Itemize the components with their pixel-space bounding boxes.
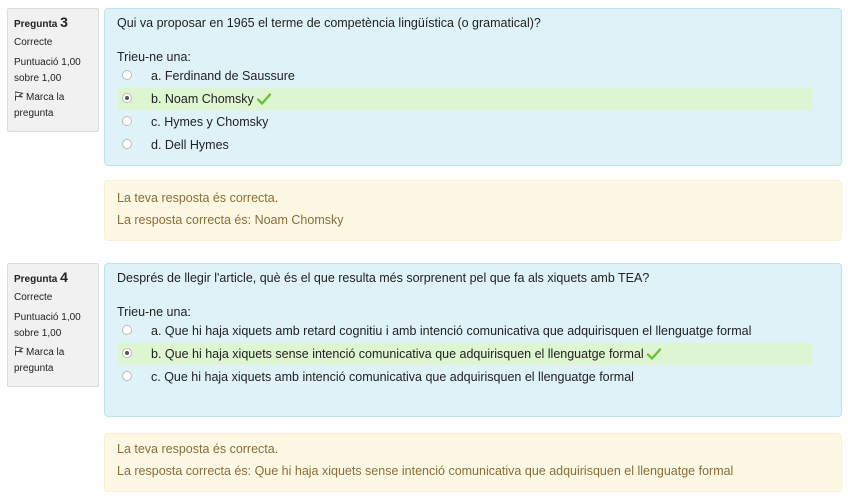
question-info-4 — [7, 263, 99, 387]
answer-radio-checked[interactable] — [122, 348, 132, 358]
feedback-box-3 — [104, 180, 842, 241]
answer-prompt: Trieu-ne una: — [117, 305, 191, 319]
question-content-3 — [104, 8, 842, 166]
question-grade: Puntuació 1,00 sobre 1,00 — [14, 312, 81, 339]
answer-label: b. Que hi haja xiquets sense intenció comunicativa que adquirisquen el llenguatge formal — [151, 347, 644, 361]
question-text: Després de llegir l'article, què és el que resulta més sorprenent pel que fa als xiquets amb TEA? — [117, 271, 650, 285]
question-number-label: Pregunta 4 — [14, 269, 68, 285]
answer-label: b. Noam Chomsky — [151, 92, 254, 106]
answer-option-selected[interactable] — [118, 88, 812, 110]
question-text: Qui va proposar en 1965 el terme de competència lingüística (o gramatical)? — [117, 16, 541, 30]
answer-radio-checked[interactable] — [122, 93, 132, 103]
answer-prompt: Trieu-ne una: — [117, 50, 191, 64]
feedback-result: La teva resposta és correcta. — [117, 191, 279, 205]
feedback-box-4 — [104, 433, 842, 492]
question-info-3 — [7, 8, 99, 132]
question-number-label: Pregunta 3 — [14, 14, 68, 30]
correct-check-icon — [257, 93, 271, 105]
correct-check-icon — [647, 348, 661, 360]
answer-radio[interactable] — [122, 371, 132, 381]
answer-option[interactable] — [118, 134, 812, 156]
feedback-result: La teva resposta és correcta. — [117, 442, 279, 456]
answer-radio[interactable] — [122, 325, 132, 335]
question-state: Correcte — [14, 37, 53, 48]
answer-radio[interactable] — [122, 139, 132, 149]
answer-option-selected[interactable] — [118, 343, 812, 365]
answer-option[interactable] — [118, 65, 812, 87]
answer-option[interactable] — [118, 320, 812, 342]
flag-question-link[interactable]: Marca la pregunta — [14, 347, 65, 374]
feedback-correct-answer: La resposta correcta és: Noam Chomsky — [117, 213, 344, 227]
answer-label: c. Que hi haja xiquets amb intenció comunicativa que adquirisquen el llenguatge formal — [151, 370, 634, 384]
question-content-4 — [104, 263, 842, 417]
question-state: Correcte — [14, 292, 53, 303]
answer-label: a. Que hi haja xiquets amb retard cognitiu i amb intenció comunicativa que adquirisquen el llenguatge formal — [151, 324, 752, 338]
flag-icon — [14, 346, 24, 356]
flag-question-link[interactable]: Marca la pregunta — [14, 92, 65, 119]
answer-label: d. Dell Hymes — [151, 138, 229, 152]
answer-label: c. Hymes y Chomsky — [151, 115, 269, 129]
feedback-correct-answer: La resposta correcta és: Que hi haja xiquets sense intenció comunicativa que adquirisquen el llenguatge formal — [117, 464, 734, 478]
answer-option[interactable] — [118, 366, 812, 388]
answer-radio[interactable] — [122, 70, 132, 80]
answer-option[interactable] — [118, 111, 812, 133]
flag-icon — [14, 91, 24, 101]
question-grade: Puntuació 1,00 sobre 1,00 — [14, 57, 81, 84]
answer-radio[interactable] — [122, 116, 132, 126]
answer-label: a. Ferdinand de Saussure — [151, 69, 295, 83]
